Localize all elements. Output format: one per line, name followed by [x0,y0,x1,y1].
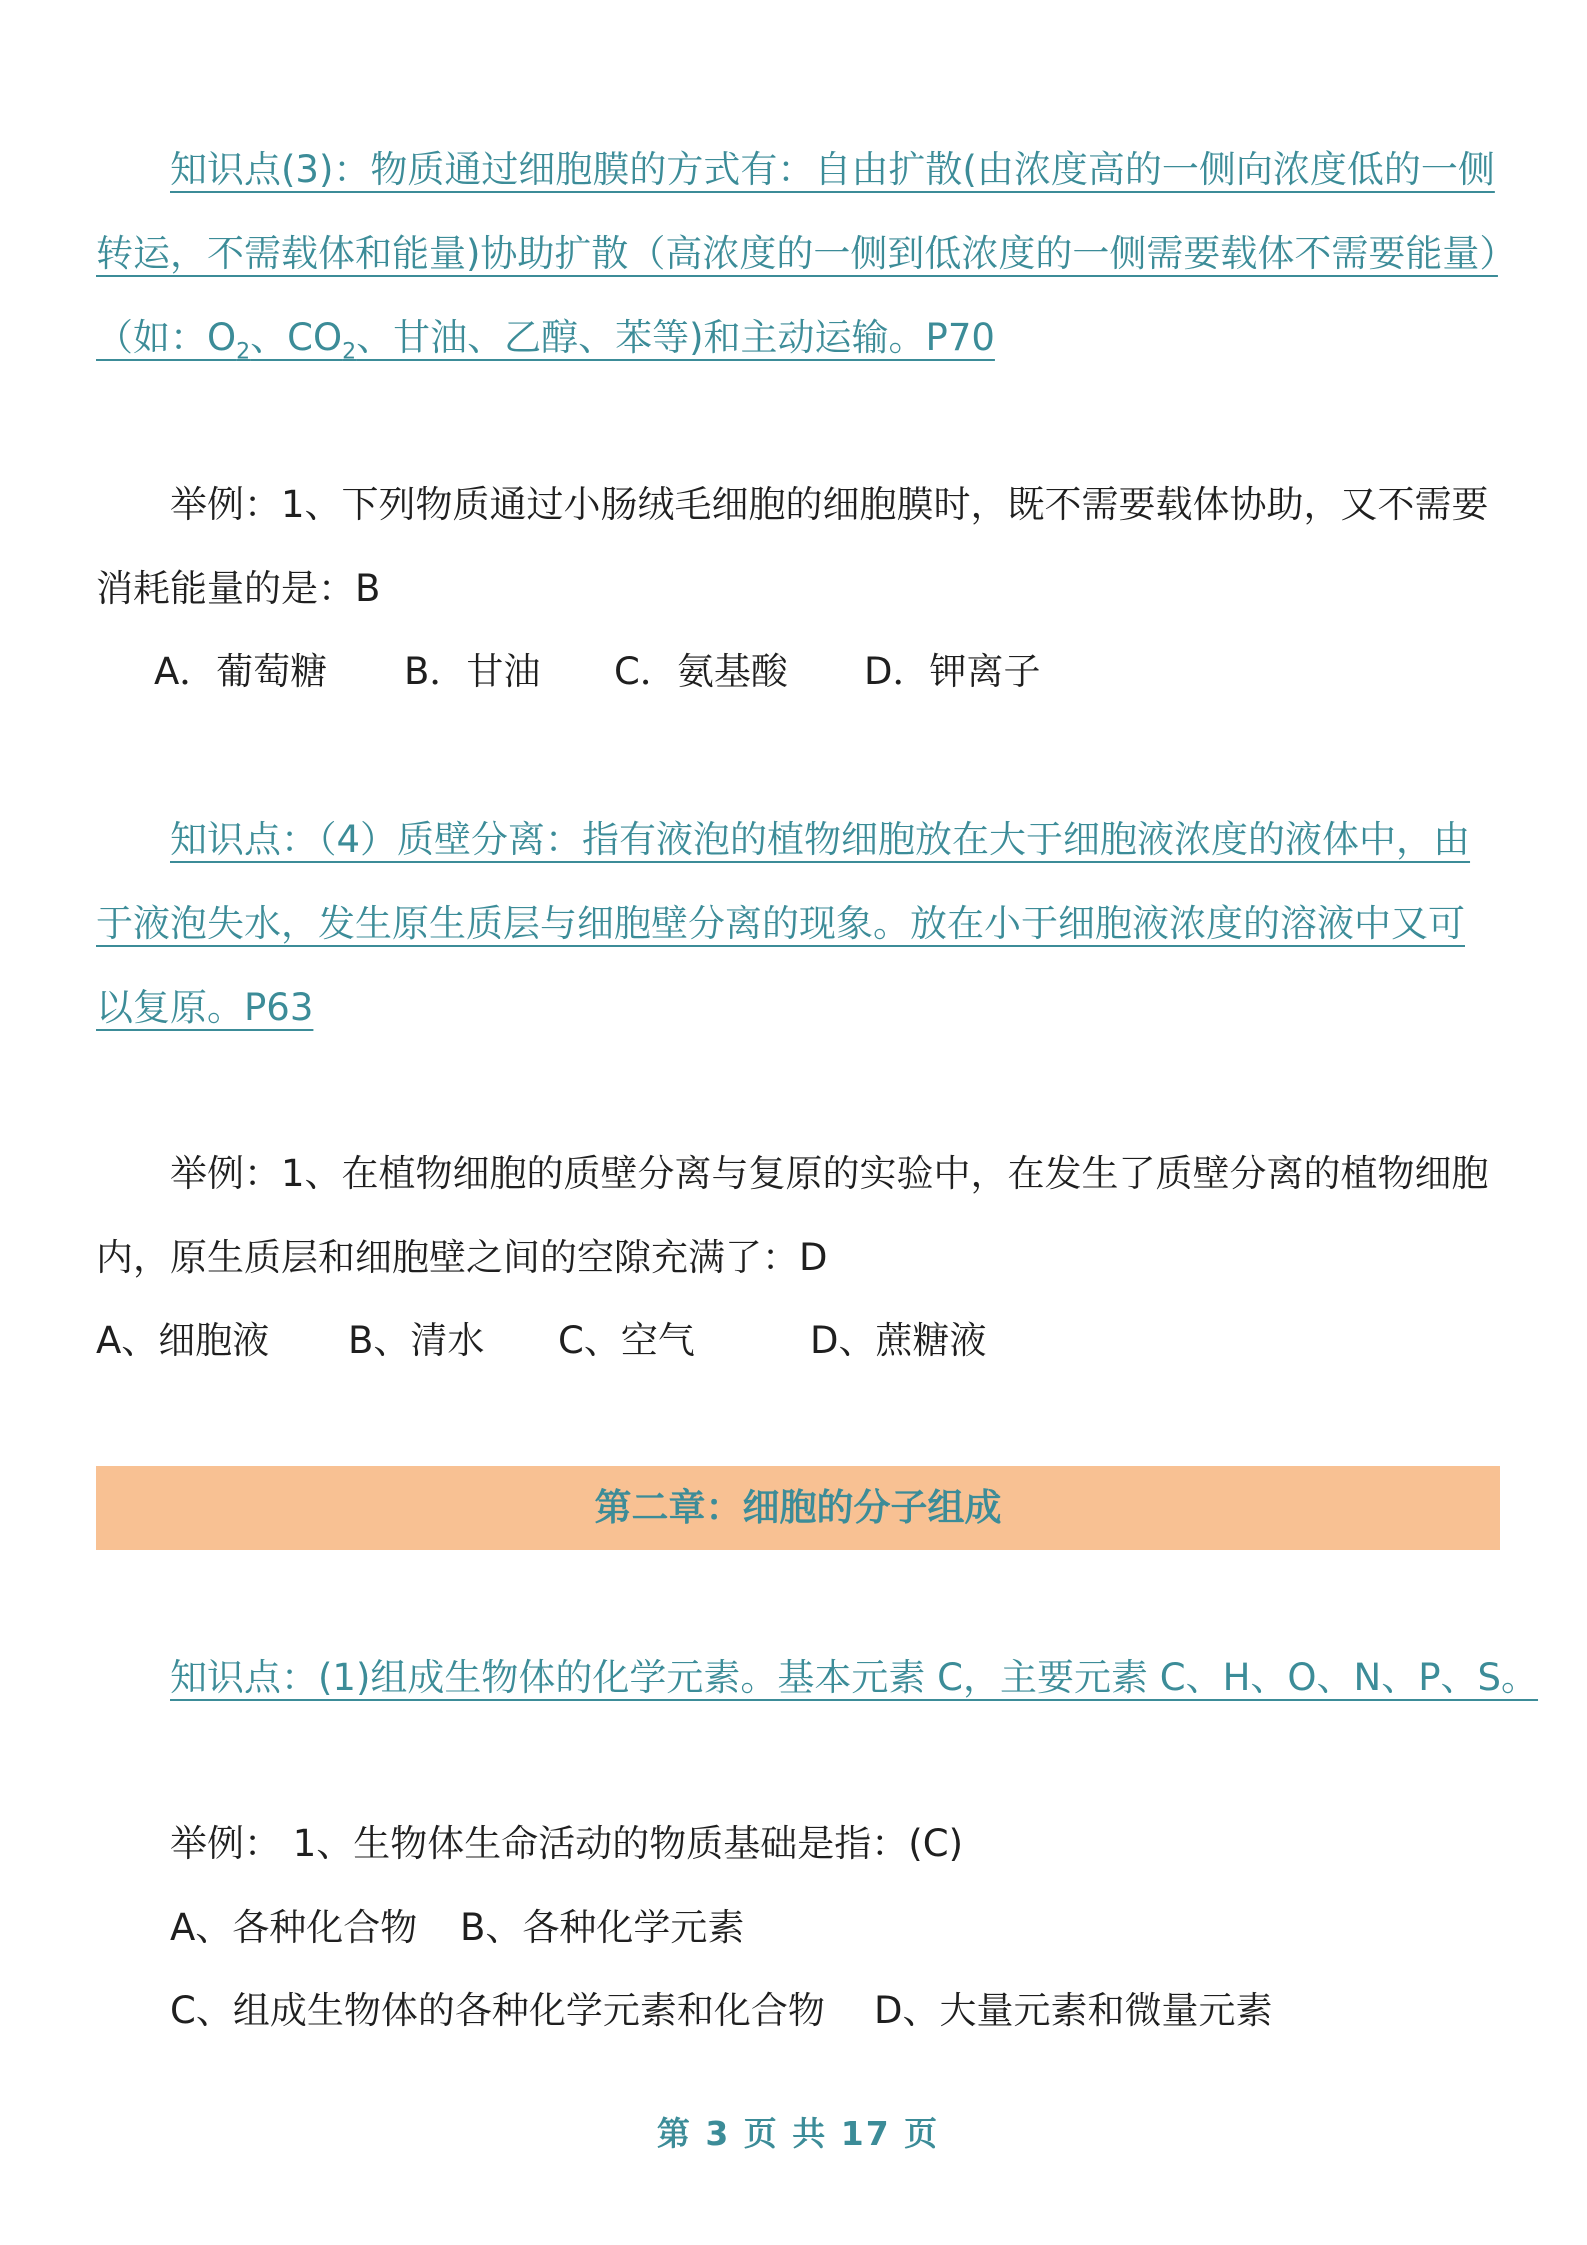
knowledge-point-5: 知识点：(1)组成生物体的化学元素。基本元素 C，主要元素 C、H、O、N、P、S。 [170,1656,1539,1699]
chapter-heading: 第二章：细胞的分子组成 [96,1466,1500,1550]
document-page [96,0,1539,2245]
example-1-option-d: D．钾离子 [864,650,1041,693]
example-3-option-a: A、各种化合物 [170,1906,418,1949]
kp3-text-part1: 知识点(3)：物质通过细胞膜的方式有：自由扩散(由浓度高的一侧向浓度低的一侧转运，不需载体和能量)协助扩散（高浓度的一侧到低浓度的一侧需要载体不需要能量）（如：O [96,148,1498,359]
example-1-option-a: A．葡萄糖 [154,650,328,693]
knowledge-point-3 [96,128,1500,380]
knowledge-point-4: 知识点：（4）质壁分离：指有液泡的植物细胞放在大于细胞液浓度的液体中，由于液泡失水，发生原生质层与细胞壁分离的现象。放在小于细胞液浓度的溶液中又可以复原。P63 [96,818,1471,1029]
example-3-option-c: C、组成生物体的各种化学元素和化合物 [170,1989,825,2032]
example-1-option-c: C．氨基酸 [614,650,788,693]
kp3-subscript-2: 2 [342,339,357,365]
kp3-text-part3: 、甘油、乙醇、苯等)和主动运输。P70 [356,316,995,359]
example-2-option-b: B、清水 [348,1319,485,1362]
kp3-text-part2: 、CO [250,316,343,359]
example-1-question: 举例：1、下列物质通过小肠绒毛细胞的细胞膜时，既不需要载体协助，又不需要消耗能量的是：B [96,483,1489,610]
example-3-option-d: D、大量元素和微量元素 [874,1989,1273,2032]
example-1-option-b: B．甘油 [404,650,541,693]
example-2-option-a: A、细胞液 [96,1319,270,1362]
example-3-option-b: B、各种化学元素 [460,1906,745,1949]
example-3-question: 举例： 1、生物体生命活动的物质基础是指：(C) [170,1822,964,1865]
page-footer: 第 3 页 共 17 页 [656,2114,940,2153]
kp3-subscript-1: 2 [236,339,251,365]
example-2-question: 举例：1、在植物细胞的质壁分离与复原的实验中，在发生了质壁分离的植物细胞内，原生质层和细胞壁之间的空隙充满了：D [96,1152,1489,1279]
example-2-option-d: D、蔗糖液 [810,1319,987,1362]
example-2-option-c: C、空气 [558,1319,695,1362]
